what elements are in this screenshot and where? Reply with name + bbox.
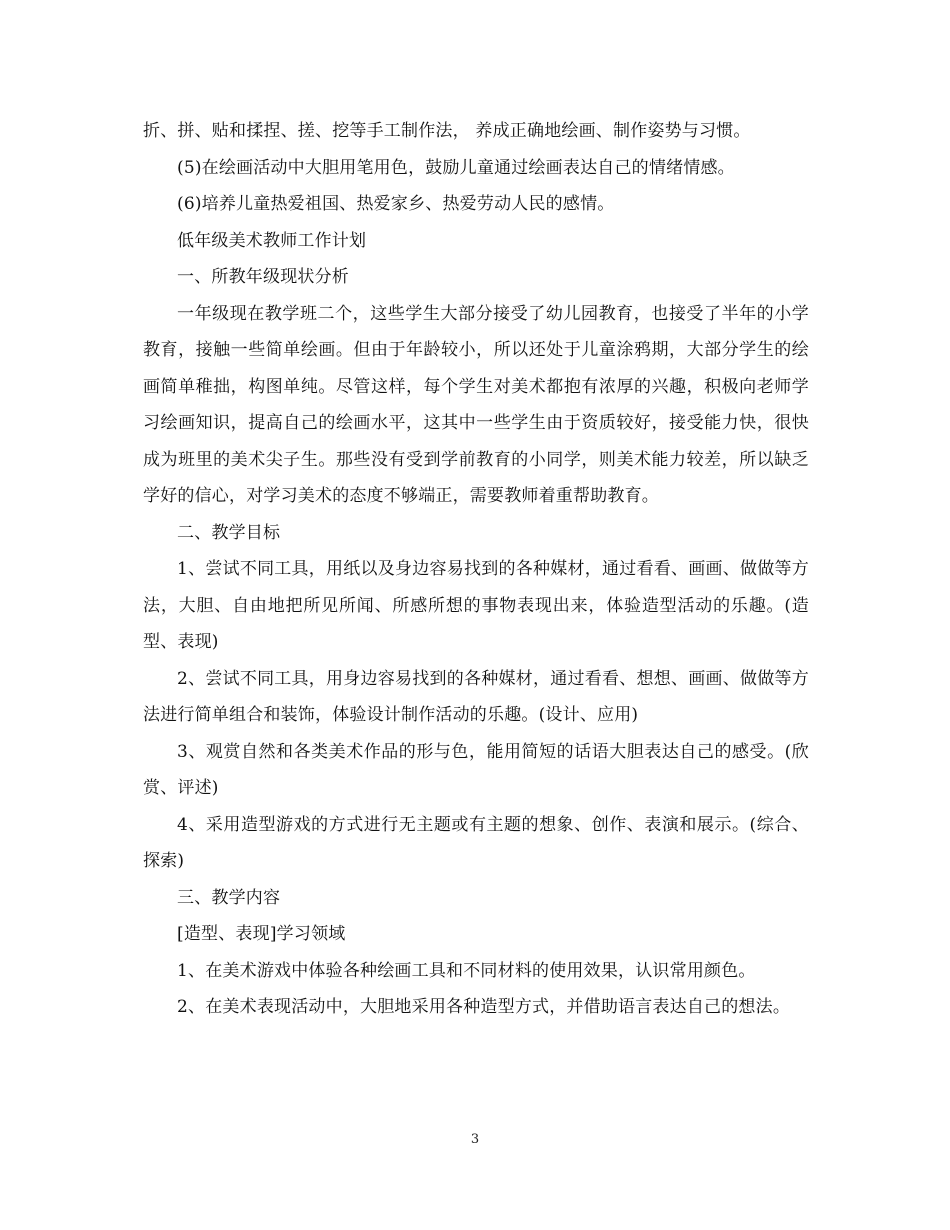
- heading-content: 三、教学内容: [177, 887, 281, 908]
- section-title: 低年级美术教师工作计划: [177, 230, 367, 251]
- goal-2: 2、尝试不同工具，用身边容易找到的各种媒材，通过看看、想想、画画、做做等方法进行简单组合和装饰，体验设计制作活动的乐趣。(设计、应用): [143, 668, 809, 725]
- page-number: 3: [470, 1132, 480, 1147]
- goal-4: 4、采用造型游戏的方式进行无主题或有主题的想象、创作、表演和展示。(综合、探索): [143, 814, 809, 871]
- paragraph-1: 折、拼、贴和揉捏、搓、挖等手工制作法， 养成正确地绘画、制作姿势与习惯。: [143, 121, 751, 141]
- goal-1: 1、尝试不同工具，用纸以及身边容易找到的各种媒材，通过看看、画画、做做等方法，大胆、自由地把所见所闻、所感所想的事物表现出来，体验造型活动的乐趣。(造型、表现): [143, 559, 809, 652]
- content-2: 2、在美术表现活动中，大胆地采用各种造型方式，并借助语言表达自己的想法。: [177, 997, 791, 1017]
- paragraph-3: (6)培养儿童热爱祖国、热爱家乡、热爱劳动人民的感情。: [177, 194, 615, 214]
- paragraph-analysis: 一年级现在教学班二个，这些学生大部分接受了幼儿园教育，也接受了半年的小学教育，接触一些简单绘画。但由于年龄较小，所以还处于儿童涂鸦期，大部分学生的绘画简单稚拙，构图单纯。尽管这样，每个学生对美术都抱有浓厚的兴趣，积极向老师学习绘画知识，提高自己的绘画水平，这其中一些学生由于资质较好，接受能力快，很快成为班里的美术尖子生。那些没有受到学前教育的小同学，则美术能力较差，所以缺乏学好的信心，对学习美术的态度不够端正，需要教师着重帮助教育。: [143, 303, 809, 506]
- content-1: 1、在美术游戏中体验各种绘画工具和不同材料的使用效果，认识常用颜色。: [177, 960, 756, 981]
- body-text: [143, 113, 809, 1026]
- goal-3: 3、观赏自然和各类美术作品的形与色，能用简短的话语大胆表达自己的感受。(欣赏、评述): [143, 741, 809, 798]
- heading-goals: 二、教学目标: [177, 522, 281, 543]
- subheading-field: [造型、表现]学习领域: [177, 924, 346, 944]
- paragraph-2: (5)在绘画活动中大胆用笔用色，鼓励儿童通过绘画表达自己的情绪情感。: [177, 157, 735, 178]
- heading-analysis: 一、所教年级现状分析: [177, 267, 349, 287]
